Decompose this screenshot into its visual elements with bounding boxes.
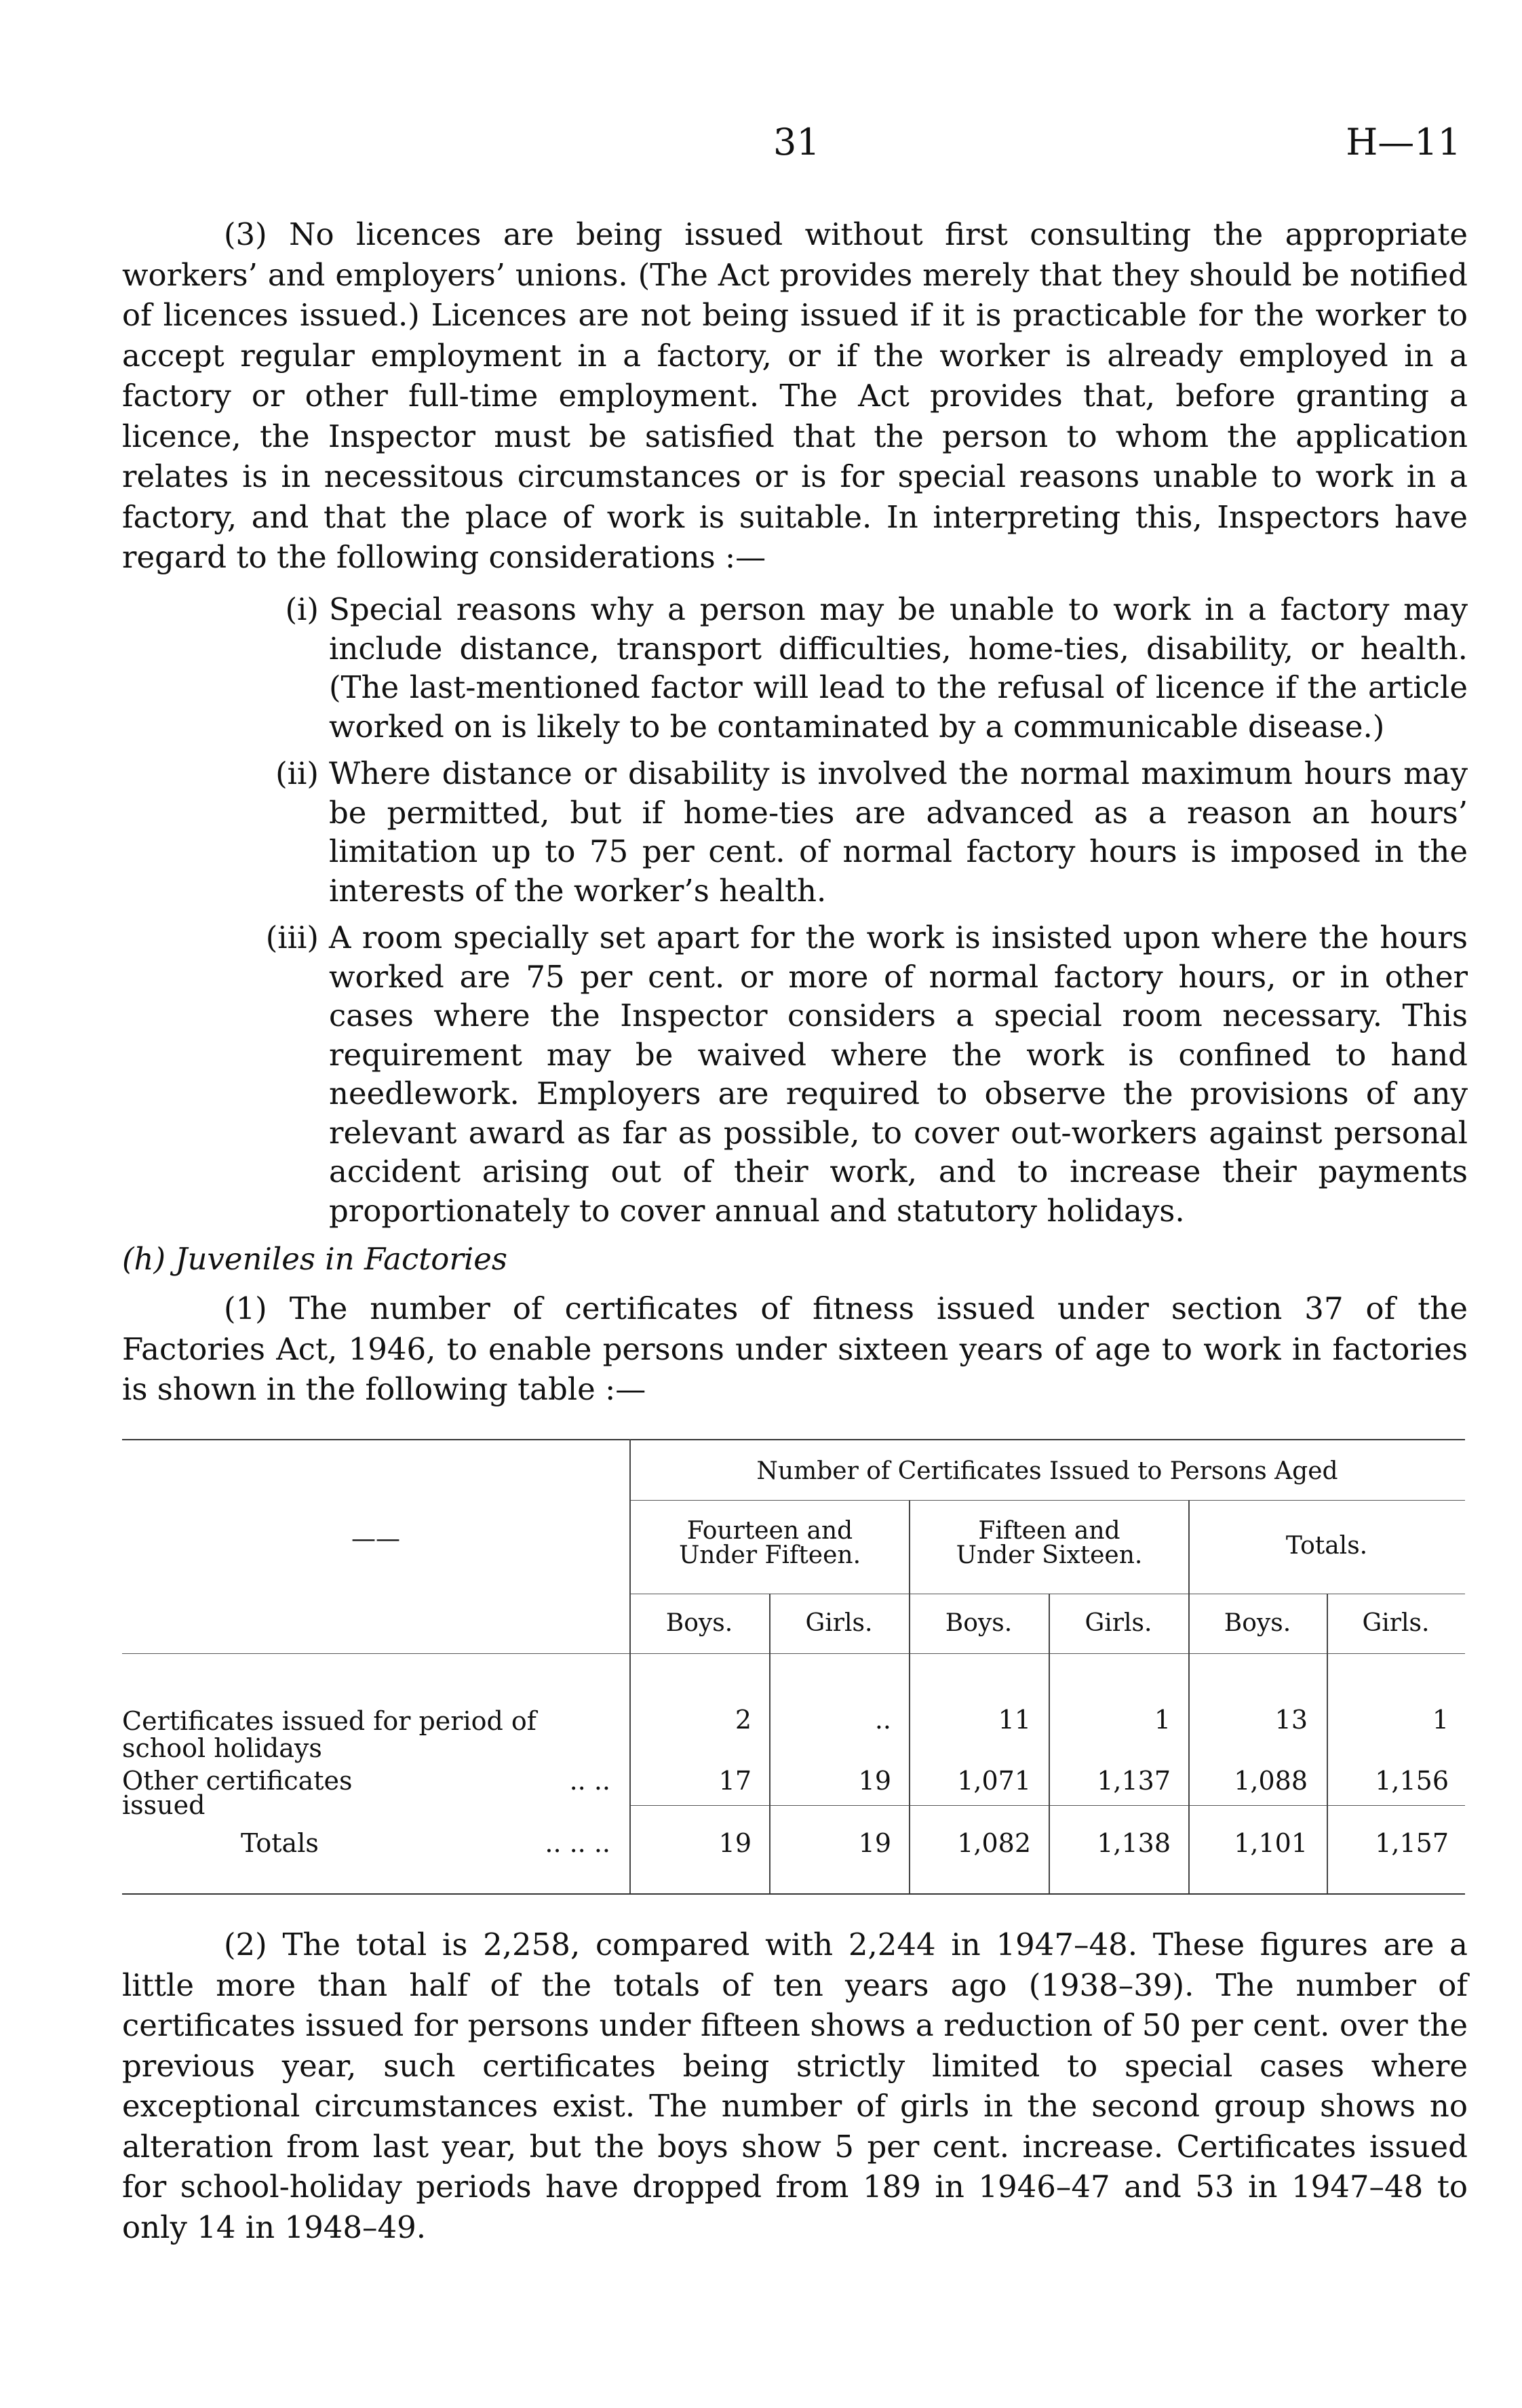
table-cell: 1,157: [1375, 1828, 1449, 1858]
row-label: Other certificates issued: [122, 1766, 353, 1820]
considerations-list: [122, 590, 1468, 1231]
group-header: Number of Certificates Issued to Persons Aged: [756, 1457, 1338, 1485]
table-column-rule: [629, 1439, 631, 1893]
table-cell: 1: [1154, 1705, 1171, 1735]
sub-header: Boys.: [945, 1609, 1013, 1637]
licences-section: [122, 214, 1468, 578]
age-group-header: Fourteen and Under Fifteen.: [678, 1517, 861, 1569]
certificates-table: [122, 1439, 1465, 1900]
section-title: Juveniles in Factories: [175, 1241, 507, 1277]
list-item-label: (i): [285, 591, 319, 627]
row-leader: .. .. ..: [545, 1828, 610, 1858]
table-rule: [122, 1653, 1465, 1654]
page-header: [0, 121, 1522, 168]
table-cell: 2: [735, 1705, 752, 1735]
table-cell: ..: [874, 1705, 891, 1735]
table-cell: 1,071: [957, 1766, 1031, 1796]
stub-header: ——: [351, 1525, 400, 1553]
table-rule: [629, 1805, 1465, 1806]
table-cell: 1,101: [1234, 1828, 1308, 1858]
closing-paragraph: (2) The total is 2,258, compared with 2,244 in 1947–48. These figures are a little more than half of the totals of ten years ago (1938–39). The number of certificates issued for persons under fifteen shows a reduction of 50 per cent. over the previous year, such certificates being strictly limited to special cases where exceptional circumstances exist. The number of girls in the second group shows no alteration from last year, but the boys show 5 per cent. increase. Certificates issued for school-holiday periods have dropped from 189 in 1946–47 and 53 in 1947–48 to only 14 in 1948–49.: [122, 1927, 1468, 2245]
table-cell: 19: [858, 1828, 891, 1858]
list-item-text: A room specially set apart for the work is insisted upon where the hours worked are 75 per cent. or more of normal factory hours, or in other cases where the Inspector considers a special room necessary. This requirement may be waived where the work is confined to hand needlework. Employers are required to observe the provisions of any relevant award as far as possible, to cover out-workers against personal accident arising out of their work, and to increase their payments proportionately to cover annual and statutory holidays.: [329, 920, 1468, 1229]
table-cell: 1: [1432, 1705, 1449, 1735]
table-bottom-rule: [122, 1893, 1465, 1895]
table-cell: 1,137: [1097, 1766, 1171, 1796]
list-item: [122, 590, 1468, 746]
table-cell: 1,138: [1097, 1828, 1171, 1858]
row-label: Certificates issued for period of school holidays: [122, 1706, 536, 1763]
age-group-header: Totals.: [1285, 1532, 1368, 1560]
sub-header: Boys.: [1224, 1609, 1291, 1637]
list-item: [122, 918, 1468, 1230]
intro-paragraph: (3) No licences are being issued without first consulting the appropriate workers’ and employers’ unions. (The Act provides merely that they should be notified of licences issued.) Licences are not being issued if it is practicable for the worker to accept regular employment in a factory, or if the worker is already employed in a factory or other full-time employment. The Act provides that, before granting a licence, the Inspector must be satisfied that the person to whom the application relates is in necessitous circumstances or is for special reasons unable to work in a factory, and that the place of work is suitable. In interpreting this, Inspectors have regard to the following considerations :—: [122, 216, 1468, 575]
table-cell: 1,082: [957, 1828, 1031, 1858]
table-cell: 1,156: [1375, 1766, 1449, 1796]
document-reference: H—11: [1346, 121, 1461, 163]
table-cell: 19: [858, 1766, 891, 1796]
table-cell: 11: [998, 1705, 1031, 1735]
table-top-rule: [122, 1439, 1465, 1440]
section-heading: [122, 1241, 507, 1277]
table-intro-paragraph: (1) The number of certificates of fitness issued under section 37 of the Factories Act, 1946, to enable persons under sixteen years of age to work in factories is shown in the following table :—: [122, 1290, 1468, 1407]
list-item-text: Special reasons why a person may be unable to work in a factory may include distance, transport difficulties, home-ties, disability, or health. (The last-mentioned factor will lead to the refusal of licence if the article worked on is likely to be contaminated by a communicable disease.): [329, 591, 1468, 745]
list-item: [122, 754, 1468, 910]
row-leader: .. ..: [569, 1766, 610, 1796]
list-item-text: Where distance or disability is involved the normal maximum hours may be permitted, but if home-ties are advanced as a reason an hours’ limitation up to 75 per cent. of normal factory hours is imposed in the interests of the worker’s health.: [329, 755, 1468, 909]
table-cell: 19: [718, 1828, 752, 1858]
list-item-label: (ii): [275, 755, 319, 791]
table-cell: 13: [1274, 1705, 1308, 1735]
closing-section: [122, 1925, 1468, 2247]
sub-header: Girls.: [1085, 1609, 1152, 1637]
list-item-label: (iii): [265, 920, 319, 955]
totals-label: Totals: [241, 1828, 319, 1858]
table-cell: 1,088: [1234, 1766, 1308, 1796]
page-number: 31: [773, 121, 820, 163]
sub-header: Girls.: [805, 1609, 873, 1637]
table-rule: [629, 1500, 1465, 1501]
sub-header: Girls.: [1362, 1609, 1430, 1637]
sub-header: Boys.: [665, 1609, 733, 1637]
table-intro: [122, 1288, 1468, 1410]
age-group-header: Fifteen and Under Sixteen.: [956, 1517, 1143, 1569]
table-cell: 17: [718, 1766, 752, 1796]
section-label: (h): [122, 1241, 166, 1277]
